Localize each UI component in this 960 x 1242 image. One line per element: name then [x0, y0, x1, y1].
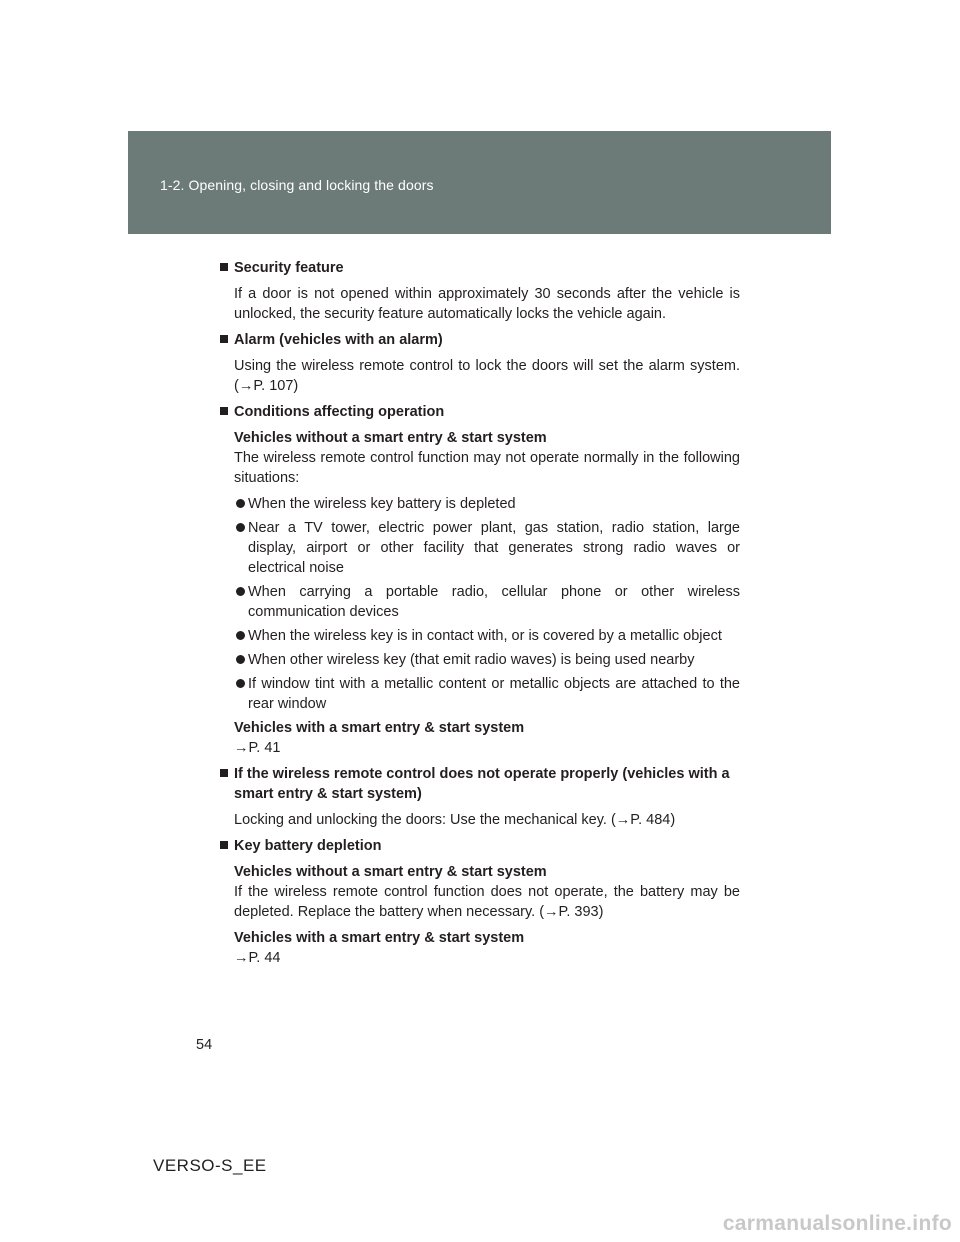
round-bullet-icon: [236, 631, 245, 640]
round-bullet-icon: [236, 679, 245, 688]
section-heading-alarm: [220, 330, 740, 350]
square-bullet-icon: [220, 407, 228, 415]
security-paragraph: If a door is not opened within approximately 30 seconds after the vehicle is unlocked, the security feature automatically locks the vehicle again.: [234, 286, 740, 322]
subheading-without-smart-entry: Vehicles without a smart entry & start system: [234, 430, 547, 446]
section-heading-text: Security feature: [234, 260, 344, 276]
page-reference: →P. 41: [234, 740, 281, 756]
list-item-text: Near a TV tower, electric power plant, gas station, radio station, large display, airport or other facility that generates strong radio waves or electrical noise: [248, 520, 740, 576]
round-bullet-icon: [236, 523, 245, 532]
list-item: [220, 626, 740, 646]
list-item-text: When carrying a portable radio, cellular phone or other wireless communication devices: [248, 584, 740, 620]
alarm-paragraph: Using the wireless remote control to lock the doors will set the alarm system. (→P. 107): [234, 358, 740, 394]
page-reference: →P. 44: [234, 950, 281, 966]
square-bullet-icon: [220, 769, 228, 777]
page-content: [220, 258, 740, 974]
round-bullet-icon: [236, 499, 245, 508]
watermark: carmanualsonline.info: [722, 1212, 952, 1235]
section-heading-improper-operation: [220, 764, 740, 804]
round-bullet-icon: [236, 587, 245, 596]
square-bullet-icon: [220, 841, 228, 849]
list-item-text: If window tint with a metallic content or metallic objects are attached to the rear window: [248, 676, 740, 712]
subheading-without-smart-entry: Vehicles without a smart entry & start system: [234, 864, 547, 880]
subheading-with-smart-entry: Vehicles with a smart entry & start system: [234, 930, 525, 946]
section-heading-text: If the wireless remote control does not operate properly (vehicles with a smart entry & start system): [234, 766, 730, 802]
list-item: [220, 518, 740, 578]
list-item-text: When the wireless key is in contact with, or is covered by a metallic object: [248, 628, 722, 644]
battery-paragraph: If the wireless remote control function does not operate, the battery may be depleted. Replace the battery when necessary. (→P. 393): [234, 884, 740, 920]
chapter-title: 1-2. Opening, closing and locking the doors: [160, 177, 434, 193]
list-item: [220, 494, 740, 514]
list-item-text: When other wireless key (that emit radio waves) is being used nearby: [248, 652, 695, 668]
section-heading-battery: [220, 836, 740, 856]
section-heading-text: Conditions affecting operation: [234, 404, 445, 420]
section-heading-text: Key battery depletion: [234, 838, 382, 854]
document-code: VERSO-S_EE: [153, 1156, 267, 1175]
square-bullet-icon: [220, 335, 228, 343]
chapter-header-band: [128, 131, 831, 234]
improper-operation-paragraph: Locking and unlocking the doors: Use the mechanical key. (→P. 484): [234, 812, 676, 828]
page-number: 54: [196, 1037, 213, 1053]
square-bullet-icon: [220, 263, 228, 271]
list-item: [220, 650, 740, 670]
list-item: [220, 582, 740, 622]
section-heading-text: Alarm (vehicles with an alarm): [234, 332, 443, 348]
conditions-intro-text: The wireless remote control function may not operate normally in the following situations:: [234, 450, 740, 486]
list-item-text: When the wireless key battery is depleted: [248, 496, 516, 512]
list-item: [220, 674, 740, 714]
section-heading-security: [220, 258, 740, 278]
subheading-with-smart-entry: Vehicles with a smart entry & start system: [234, 720, 525, 736]
section-heading-conditions: [220, 402, 740, 422]
round-bullet-icon: [236, 655, 245, 664]
